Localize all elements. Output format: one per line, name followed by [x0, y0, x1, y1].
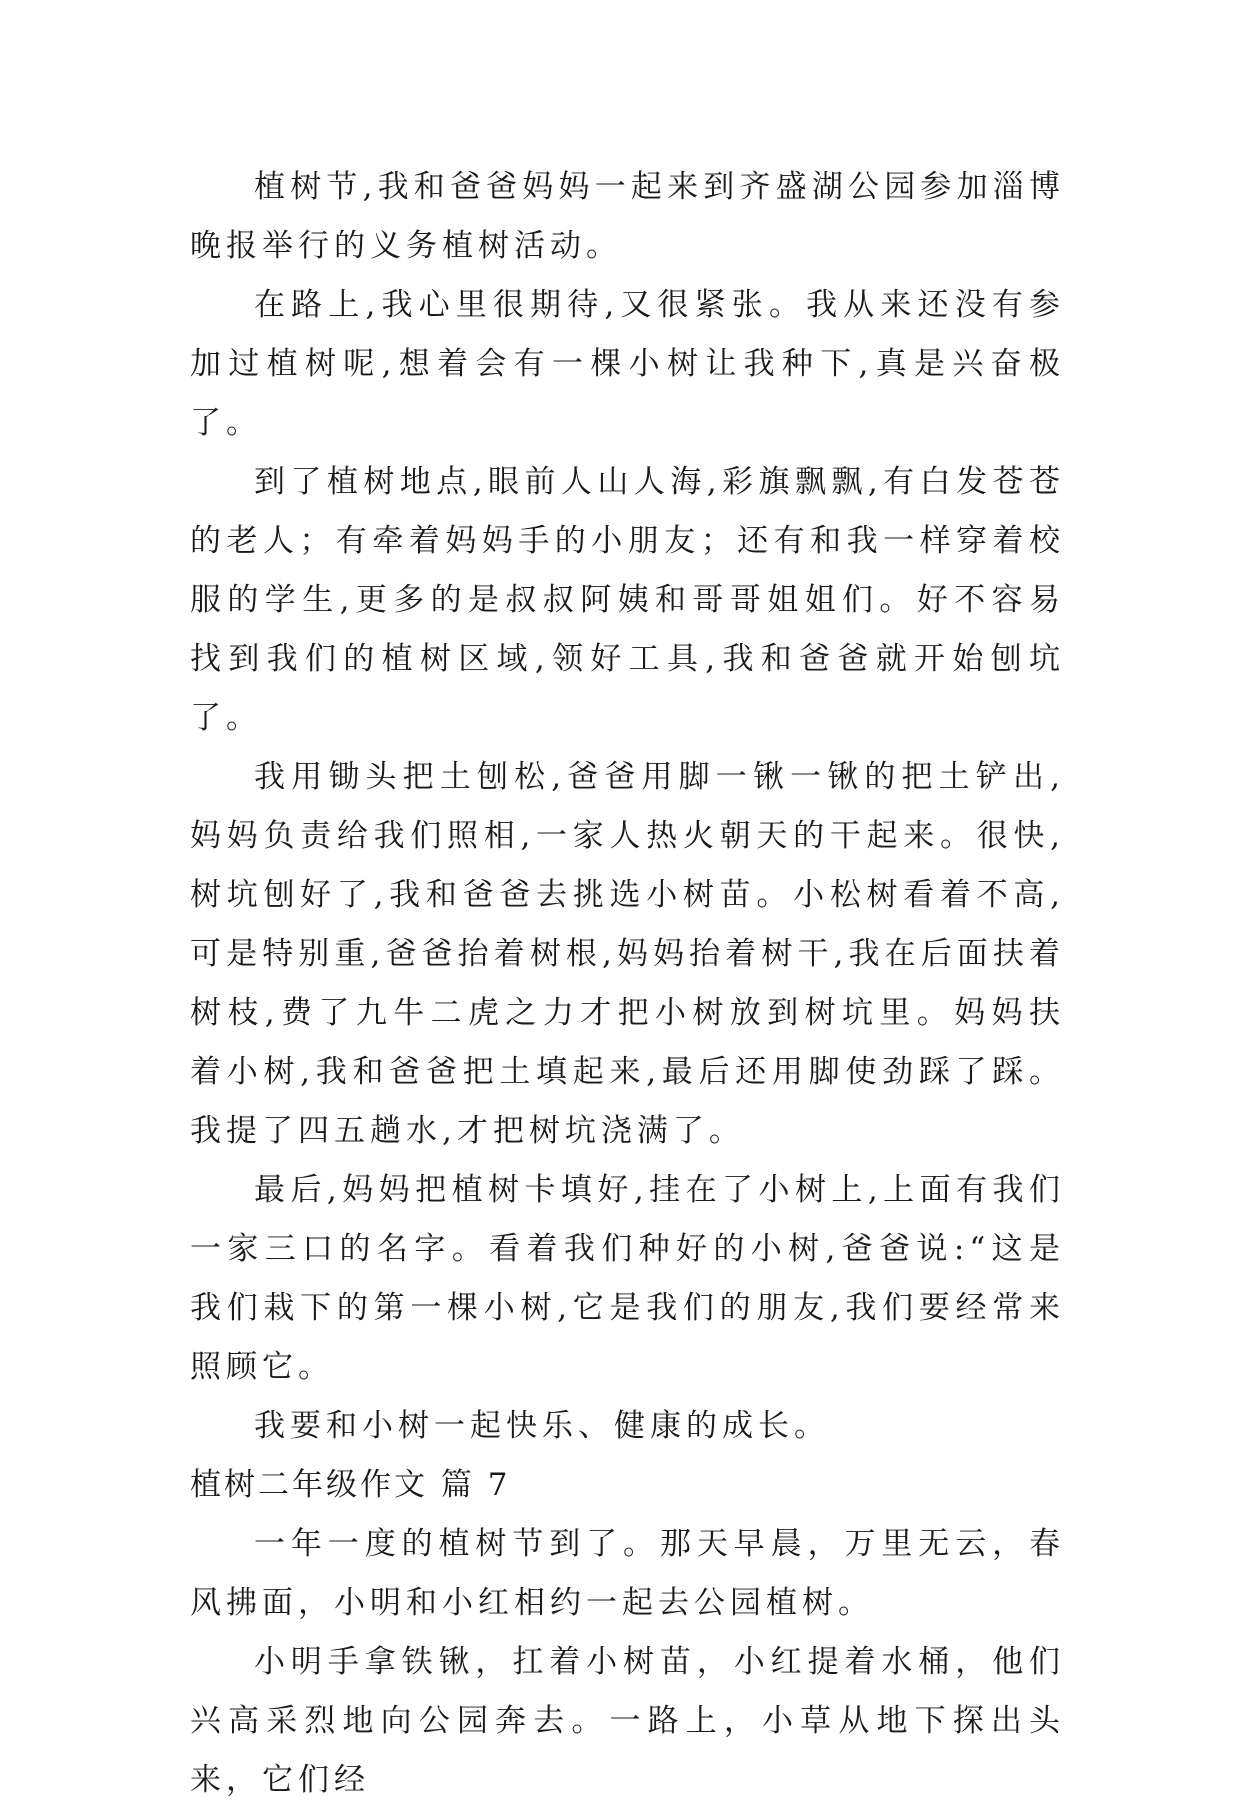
paragraph: 小明手拿铁锹，扛着小树苗，小红提着水桶，他们兴高采烈地向公园奔去。一路上，小草从地下探出头来，它们经: [190, 1644, 1065, 1798]
paragraph: 在路上,我心里很期待,又很紧张。我从来还没有参加过植树呢,想着会有一棵小树让我种下,真是兴奋极了。: [190, 287, 1065, 441]
paragraph: 我要和小树一起快乐、健康的成长。: [254, 1408, 830, 1444]
paragraph: 植树节,我和爸爸妈妈一起来到齐盛湖公园参加淄博晚报举行的义务植树活动。: [190, 169, 1065, 264]
paragraph: 一年一度的植树节到了。那天早晨，万里无云，春风拂面，小明和小红相约一起去公园植树。: [190, 1526, 1065, 1621]
section-heading: 植树二年级作文 篇 7: [190, 1467, 511, 1503]
paragraph: 我用锄头把土刨松,爸爸用脚一锹一锹的把土铲出,妈妈负责给我们照相,一家人热火朝天的干起来。很快,树坑刨好了,我和爸爸去挑选小树苗。小松树看着不高,可是特别重,爸爸抬着树根,妈妈抬着树干,我在后面扶着树枝,费了九牛二虎之力才把小树放到树坑里。妈妈扶着小树,我和爸爸把土填起来,最后还用脚使劲踩了踩。我提了四五趟水,才把树坑浇满了。: [190, 759, 1065, 1149]
paragraph: 到了植树地点,眼前人山人海,彩旗飘飘,有白发苍苍的老人；有牵着妈妈手的小朋友；还有和我一样穿着校服的学生,更多的是叔叔阿姨和哥哥姐姐们。好不容易找到我们的植树区域,领好工具,我和爸爸就开始刨坑了。: [190, 464, 1065, 736]
paragraph: 最后,妈妈把植树卡填好,挂在了小树上,上面有我们一家三口的名字。看着我们种好的小树,爸爸说:“这是我们栽下的第一棵小树,它是我们的朋友,我们要经常来照顾它。: [190, 1172, 1065, 1385]
document-page: [190, 158, 1065, 1810]
